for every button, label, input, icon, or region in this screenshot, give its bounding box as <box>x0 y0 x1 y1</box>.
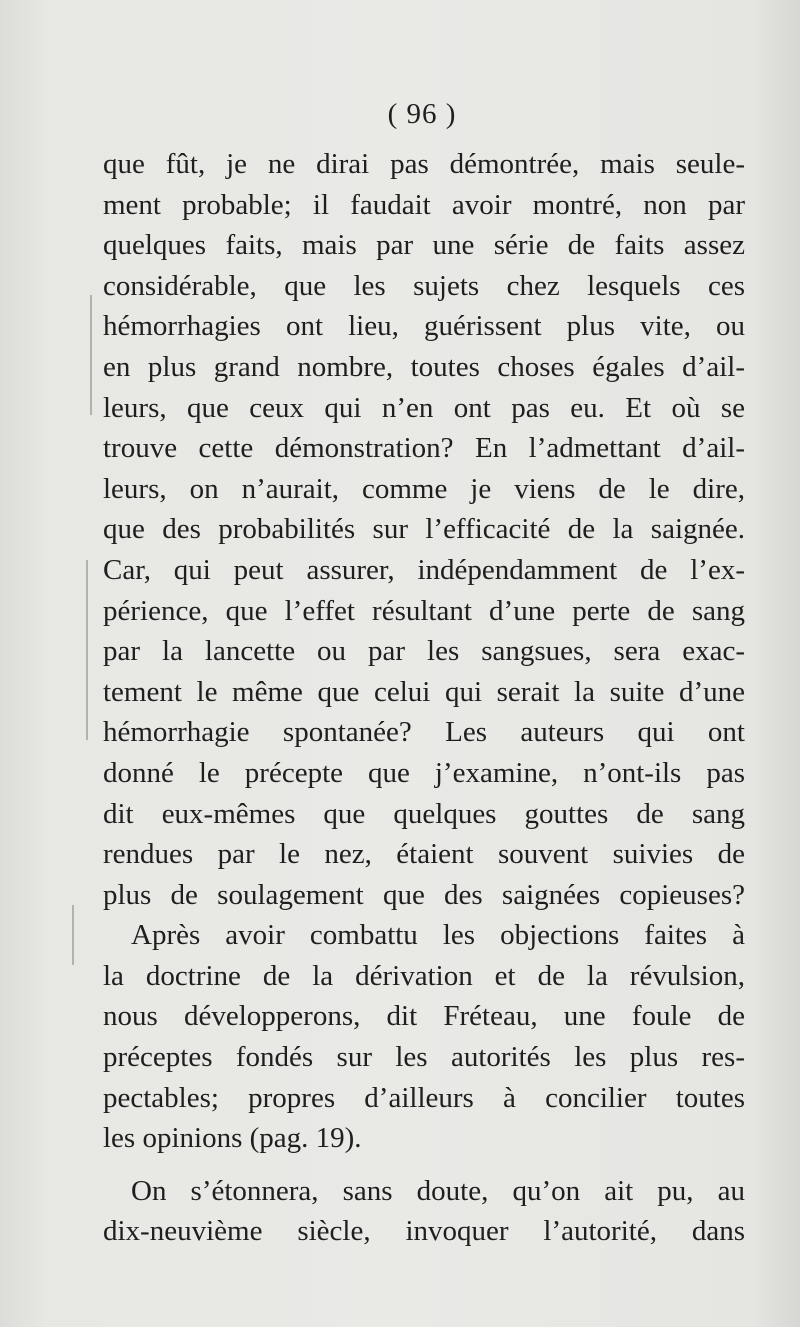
text-line: dix-neuvième siècle, invoquer l’autorité, dans <box>103 1215 745 1248</box>
text-line: On s’étonnera, sans doute, qu’on ait pu, au <box>131 1174 745 1207</box>
text-line: Car, qui peut assurer, indépendamment de l’ex- <box>103 553 745 586</box>
text-line: ment probable; il faudait avoir montré, non par <box>103 188 745 221</box>
text-line: plus de soulagement que des saignées copieuses? <box>103 878 745 911</box>
text-line: hémorrhagies ont lieu, guérissent plus vite, ou <box>103 310 745 343</box>
text-line: donné le précepte que j’examine, n’ont-ils pas <box>103 756 745 789</box>
text-line: en plus grand nombre, toutes choses égales d’ail- <box>103 350 745 383</box>
text-line: nous développerons, dit Fréteau, une foule de <box>103 1000 745 1033</box>
body-text <box>103 144 745 1252</box>
text-line: préceptes fondés sur les autorités les plus res- <box>103 1041 745 1074</box>
page-number: ( 96 ) <box>387 98 457 130</box>
text-line: périence, que l’effet résultant d’une perte de sang <box>103 594 745 627</box>
text-line: que fût, je ne dirai pas démontrée, mais seule- <box>103 148 745 180</box>
paragraph-2 <box>103 915 745 1159</box>
text-line: leurs, on n’aurait, comme je viens de le dire, <box>103 472 745 505</box>
text-line: leurs, que ceux qui n’en ont pas eu. Et où se <box>103 391 745 424</box>
text-line: pectables; propres d’ailleurs à concilier toutes <box>103 1081 745 1114</box>
margin-mark <box>72 905 74 965</box>
text-line: considérable, que les sujets chez lesquels ces <box>103 269 745 302</box>
margin-mark <box>90 295 92 415</box>
text-line: la doctrine de la dérivation et de la révulsion, <box>103 959 745 992</box>
text-line: dit eux-mêmes que quelques gouttes de sang <box>103 797 745 830</box>
text-line: que des probabilités sur l’efficacité de la saignée. <box>103 513 745 546</box>
margin-mark <box>86 560 88 740</box>
text-line: tement le même que celui qui serait la suite d’une <box>103 675 745 708</box>
text-line: rendues par le nez, étaient souvent suivies de <box>103 838 745 871</box>
text-line: Après avoir combattu les objections faites à <box>131 919 745 952</box>
text-line: trouve cette démonstration? En l’admettant d’ail- <box>103 432 745 465</box>
paragraph-gap <box>103 1159 745 1171</box>
text-line: les opinions (pag. 19). <box>103 1122 362 1155</box>
paragraph-3 <box>103 1171 745 1252</box>
paragraph-1 <box>103 144 745 915</box>
text-line: hémorrhagie spontanée? Les auteurs qui ont <box>103 716 745 749</box>
text-line: quelques faits, mais par une série de faits assez <box>103 229 745 262</box>
text-line: par la lancette ou par les sangsues, sera exac- <box>103 635 745 668</box>
